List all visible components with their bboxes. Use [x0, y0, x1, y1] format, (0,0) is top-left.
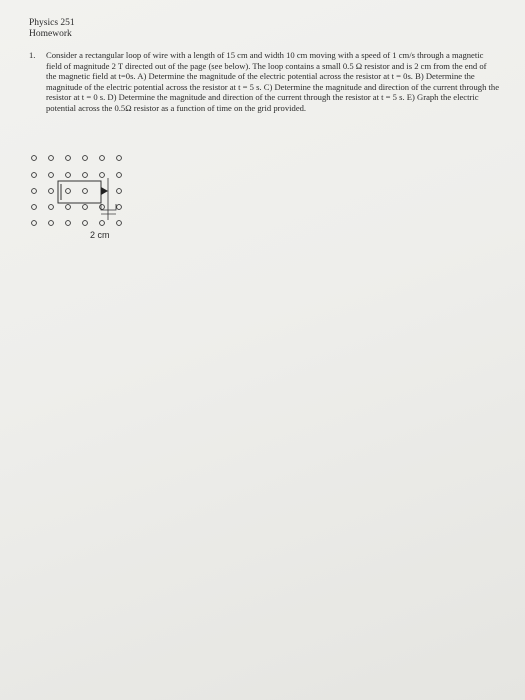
out-of-page-dot-icon: [83, 156, 88, 161]
magnetic-field-figure: [24, 148, 144, 243]
problem-number: 1.: [29, 50, 36, 60]
course-title: Physics 251: [29, 18, 75, 28]
scale-label: 2 cm: [90, 230, 110, 240]
out-of-page-dot-icon: [83, 189, 88, 194]
out-of-page-dot-icon: [32, 189, 37, 194]
out-of-page-dot-icon: [117, 221, 122, 226]
out-of-page-dot-icon: [117, 156, 122, 161]
velocity-arrow-icon: [101, 187, 108, 195]
assignment-type: Homework: [29, 29, 72, 39]
out-of-page-dot-icon: [83, 205, 88, 210]
out-of-page-dot-icon: [66, 205, 71, 210]
problem-1: [29, 50, 499, 114]
out-of-page-dot-icon: [32, 205, 37, 210]
out-of-page-dot-icon: [49, 173, 54, 178]
out-of-page-dot-icon: [100, 221, 105, 226]
wire-loop: [58, 181, 101, 203]
out-of-page-dot-icon: [66, 156, 71, 161]
out-of-page-dot-icon: [49, 156, 54, 161]
out-of-page-dot-icon: [66, 173, 71, 178]
out-of-page-dot-icon: [83, 173, 88, 178]
out-of-page-dot-icon: [117, 205, 122, 210]
out-of-page-dot-icon: [100, 173, 105, 178]
out-of-page-dot-icon: [100, 205, 105, 210]
out-of-page-dot-icon: [117, 173, 122, 178]
page-header: [29, 18, 75, 40]
out-of-page-dot-icon: [117, 189, 122, 194]
out-of-page-dot-icon: [100, 156, 105, 161]
field-diagram: [24, 148, 144, 243]
out-of-page-dot-icon: [32, 156, 37, 161]
out-of-page-dot-icon: [49, 189, 54, 194]
out-of-page-dot-icon: [66, 189, 71, 194]
problem-text: Consider a rectangular loop of wire with a length of 15 cm and width 10 cm moving with a speed of 1 cm/s through a magnetic field of magnitude 2 T directed out of the page (see below). The loop contains a small 0.5 Ω resistor and is 2 cm from the end of the magnetic field at t=0s. A) Determine the magnitude of the electric potential across the resistor at t = 0s. B) Determine the magnitude of the electric potential across the resistor at t = 5 s. C) Determine the magnitude and direction of the current through the resistor at t = 0 s. D) Determine the magnitude and direction of the current through the resistor at t = 5 s. E) Graph the electric potential across the 0.5Ω resistor as a function of time on the grid provided.: [46, 50, 500, 113]
out-of-page-dot-icon: [83, 221, 88, 226]
out-of-page-dot-icon: [49, 205, 54, 210]
out-of-page-dot-icon: [49, 221, 54, 226]
out-of-page-dot-icon: [66, 221, 71, 226]
out-of-page-dot-icon: [32, 221, 37, 226]
out-of-page-dot-icon: [32, 173, 37, 178]
